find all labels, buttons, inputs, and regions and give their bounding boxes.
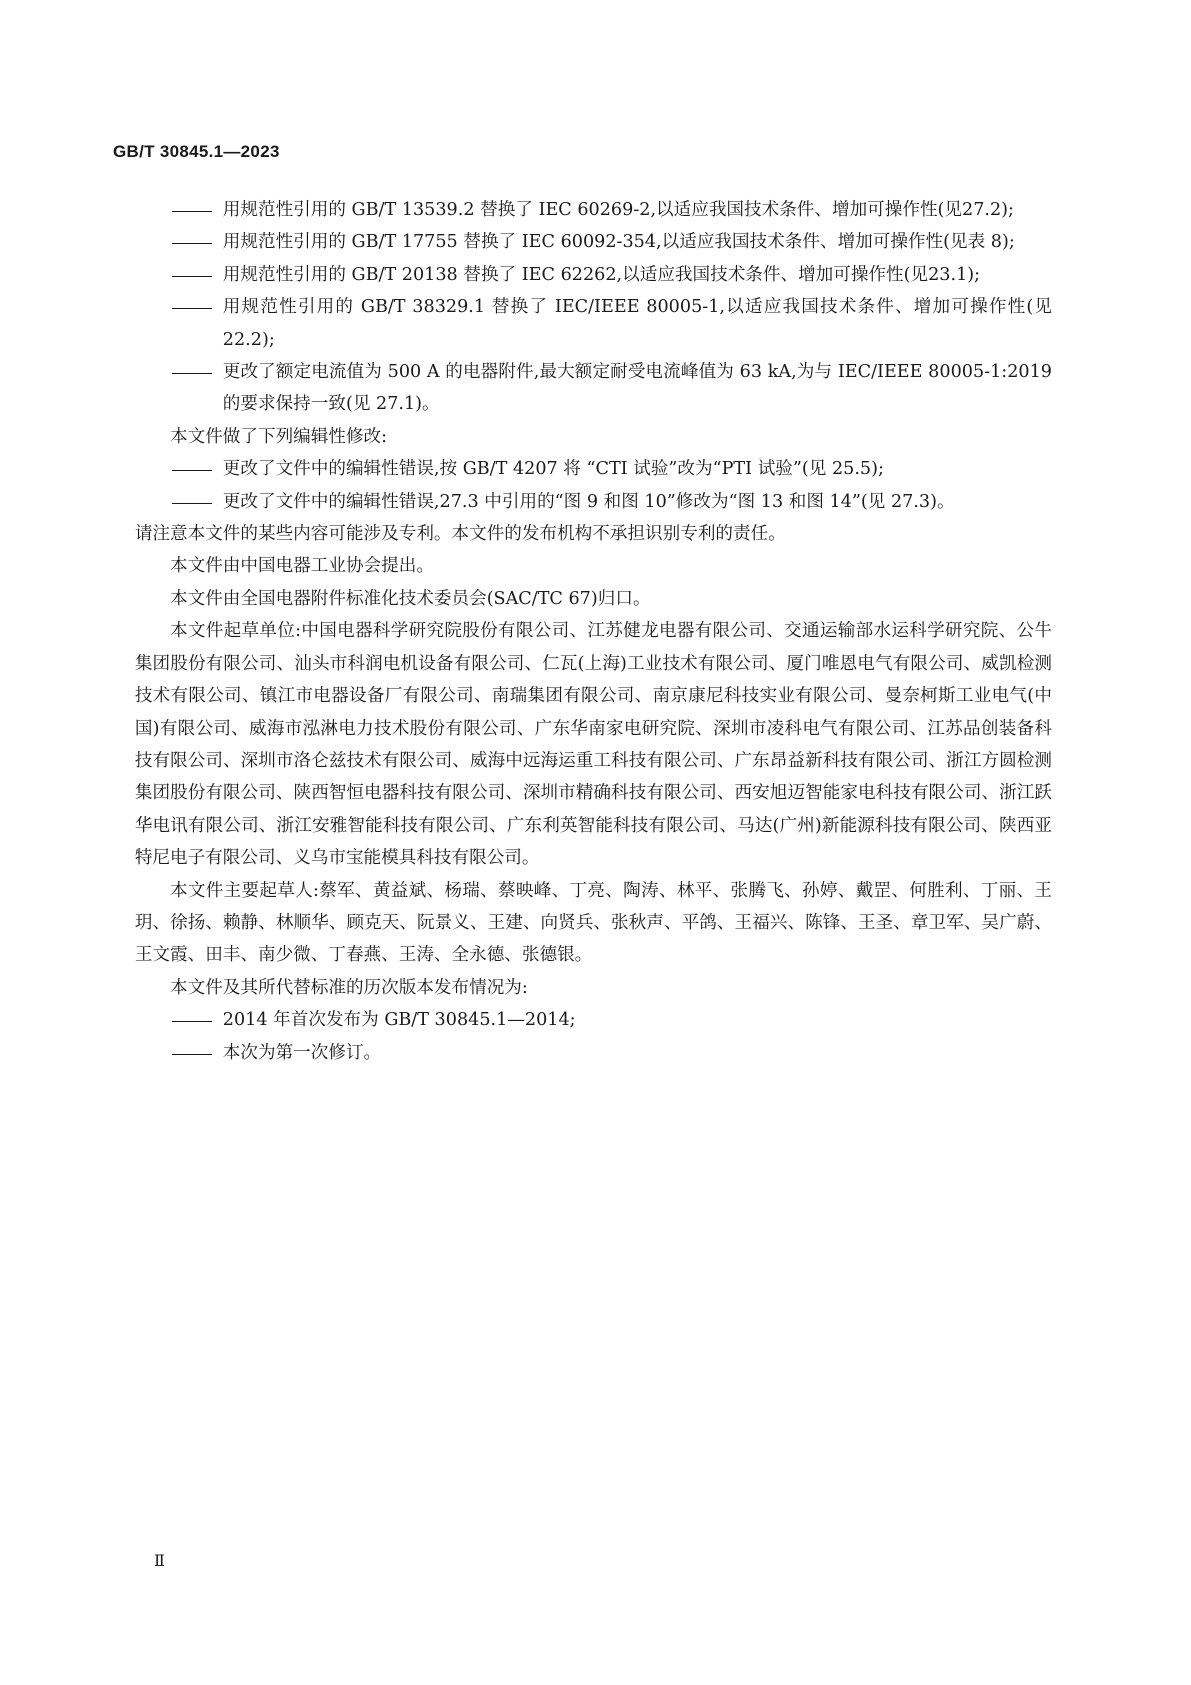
drafting-units: 本文件起草单位:中国电器科学研究院股份有限公司、江苏健龙电器有限公司、交通运输部水运科学研究院、公牛集团股份有限公司、汕头市科润电机设备有限公司、仁瓦(上海)工业技术有限公司、厦门唯恩电气有限公司、威凯检测技术有限公司、镇江市电器设备厂有限公司、南瑞集团有限公司、南京康尼科技实业有限公司、曼奈柯斯工业电气(中国)有限公司、威海市泓淋电力技术股份有限公司、广东华南家电研究院、深圳市凌科电气有限公司、江苏品创装备科技有限公司、深圳市洛仑兹技术有限公司、威海中远海运重工科技有限公司、广东昂益新科技有限公司、浙江方圆检测集团股份有限公司、陕西智恒电器科技有限公司、深圳市精确科技有限公司、西安旭迈智能家电科技有限公司、浙江跃华电讯有限公司、浙江安雅智能科技有限公司、广东利英智能科技有限公司、马达(广州)新能源科技有限公司、陕西亚特尼电子有限公司、义乌市宝能模具科技有限公司。 — [134, 621, 1052, 869]
list-item: 2014 年首次发布为 GB/T 30845.1—2014; — [170, 1004, 1052, 1036]
dash-mark — [170, 356, 216, 388]
foreword-body — [134, 194, 1052, 1069]
list-item: 用规范性引用的 GB/T 20138 替换了 IEC 62262,以适应我国技术条件、增加可操作性(见23.1); — [170, 259, 1052, 291]
editorial-changes-list — [170, 453, 1052, 518]
dash-mark — [170, 291, 216, 323]
dash-mark — [170, 194, 216, 226]
dash-mark — [170, 1004, 216, 1036]
editorial-intro: 本文件做了下列编辑性修改: — [170, 426, 388, 447]
list-item: 用规范性引用的 GB/T 17755 替换了 IEC 60092-354,以适应我国技术条件、增加可操作性(见表 8); — [170, 226, 1052, 258]
patent-notice: 请注意本文件的某些内容可能涉及专利。本文件的发布机构不承担识别专利的责任。 — [134, 524, 786, 545]
dash-mark — [170, 486, 216, 518]
centralized-by: 本文件由全国电器附件标准化技术委员会(SAC/TC 67)归口。 — [170, 588, 651, 609]
proposed-by: 本文件由中国电器工业协会提出。 — [170, 556, 434, 577]
list-item: 用规范性引用的 GB/T 13539.2 替换了 IEC 60269-2,以适应我国技术条件、增加可操作性(见27.2); — [170, 194, 1052, 226]
list-item: 用规范性引用的 GB/T 38329.1 替换了 IEC/IEEE 80005-1,以适应我国技术条件、增加可操作性(见 22.2); — [170, 291, 1052, 356]
drafters: 本文件主要起草人:蔡军、黄益斌、杨瑞、蔡映峰、丁亮、陶涛、林平、张腾飞、孙婷、戴罡、何胜利、丁丽、王玥、徐扬、赖静、林顺华、顾克天、阮景义、王建、向贤兵、张秋声、平鸽、王福兴、陈锋、王圣、章卫军、吴广蔚、王文霞、田丰、南少微、丁春燕、王涛、全永德、张德银。 — [134, 880, 1052, 966]
list-item: 更改了文件中的编辑性错误,27.3 中引用的“图 9 和图 10”修改为“图 13 和图 14”(见 27.3)。 — [170, 486, 1052, 518]
dash-mark — [170, 1037, 216, 1069]
history-intro: 本文件及其所代替标准的历次版本发布情况为: — [170, 977, 528, 998]
list-item: 更改了额定电流值为 500 A 的电器附件,最大额定耐受电流峰值为 63 kA,为与 IEC/IEEE 80005-1:2019 的要求保持一致(见 27.1)。 — [170, 356, 1052, 421]
dash-mark — [170, 453, 216, 485]
dash-mark — [170, 259, 216, 291]
list-item: 更改了文件中的编辑性错误,按 GB/T 4207 将 “CTI 试验”改为“PTI 试验”(见 25.5); — [170, 453, 1052, 485]
history-list — [170, 1004, 1052, 1069]
technical-changes-list — [170, 194, 1052, 421]
page-number: Ⅱ — [154, 1551, 165, 1570]
list-item: 本次为第一次修订。 — [170, 1037, 1052, 1069]
dash-mark — [170, 226, 216, 258]
standard-number-header: GB/T 30845.1—2023 — [113, 142, 280, 161]
